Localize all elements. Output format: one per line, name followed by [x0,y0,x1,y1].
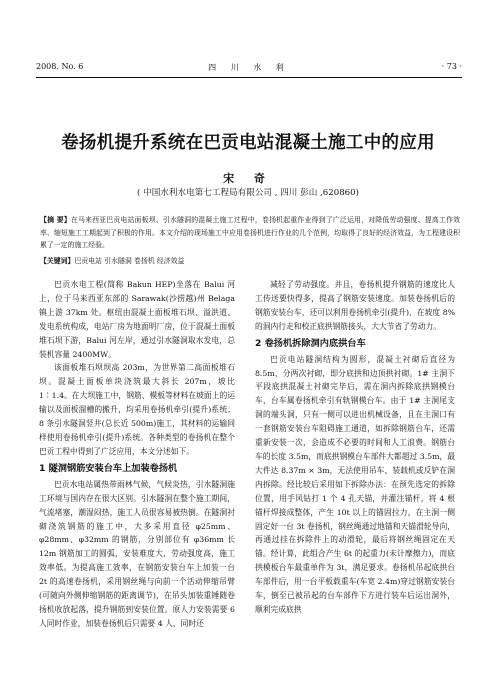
author-affiliation: ( 中国水利水电第七工程局有限公司 , 四川 彭山 ,620860) [137,188,359,198]
body-column-right [255,278,455,617]
page-number: · 73 · [441,62,462,71]
abstract [40,214,460,252]
author-name: 宋 奇 [223,172,273,185]
issue-label: 2008. No. 6 [36,62,84,71]
section-heading: 2 卷扬机拆除洞内底拱台车 [255,337,366,349]
keywords [40,255,460,265]
article-title: 卷扬机提升系统在巴贡电站混凝土施工中的应用 [61,133,435,153]
body-column-left [39,278,235,631]
abstract-label: 【摘 要】 [40,216,71,224]
body-paragraph: 减轻了劳动强度。并且，卷扬机提升钢筋的速度比人工传送要快得多，提高了钢筋安装速度。加装卷扬机后的钢筋安装台车，还可以利用卷扬机牵引(提升)，在坡度 8% 的洞内行走和校正底拱钢筋接头，大大节省了劳动力。 [255,280,455,331]
body-paragraph: 巴贡电站隧洞结构为圆形，混凝土衬砌后直径为 8.5m，分两次衬砌，即分底拱和边顶拱衬砌。1# 主洞下平段底拱混凝土衬砌完毕后，需在洞内拆除底拱钢模台车，台车属卷扬机牵引有轨钢模台车。由于 1# 主洞尾支洞的端头洞，只有一侧可以进出机械设备，且在主洞口有一套钢筋安装台车阻碍施工通道，如拆除钢筋台车，还需重新安装一次，会造成不必要的时间和人工浪费。钢筋台车的长度 3.5m，而底拱钢模台车部件大都超过 3.5m，最大件达 8.37m × 3m，无法使用吊车、装载机或反铲在洞内拆除。经比较后采用如下拆除办法：在预先选定的拆除位置，用手风钻打 1 个 4 孔天锚，并灌注锚杆，将 4 根锚杆焊接成整体，产生 10t 以上的锚固拉力，在主洞一侧固定好一台 3t 卷扬机，钢丝绳通过地锚和天锚滑轮导向，再通过挂在拆除件上的动滑轮，最后将钢丝绳固定在天锚。经计算，此组合产生 6t 的起重力(未计摩擦力)，而底拱模板台车最重单件为 3t，满足要求。卷扬机吊起底拱台车部件后，用一台平板载重车(车宽 2.4m)穿过钢筋安装台车，倒至已被吊起的台车部件下方进行装车后运出洞外，顺利完成底拱 [255,354,455,614]
keywords-text: 巴贡电站 引水隧洞 卷扬机 经济效益 [74,257,185,265]
running-header [36,62,462,76]
header-rule [36,77,462,78]
body-paragraph: 该面板堆石坝坝高 203m，为世界第二高面板堆石坝。混凝土面板单块浇筑最大斜长 207m，坡比 1∶1.4。在大坝施工中，钢筋、模板等材料在坡面上的运输以及面板溜槽的搬升，均采用卷扬机牵引(提升)系统；8 条引水隧洞竖井(总长近 500m)施工，其材料的运输同样使用卷扬机牵引(提升)系统。各种类型的卷扬机在整个巴贡工程中得到了广泛应用，本文分述如下。 [39,363,235,456]
body-paragraph: 巴贡水电站属热带雨林气候，气候炎热，引水隧洞施工环境与国内存在很大区别。引水隧洞在整个施工期间，气流堵塞，潮湿闷热，施工人员很容易被热倒。在隧洞衬砌浇筑钢筋的施工中，大多采用直径 φ25mm、φ28mm、φ32mm 的钢筋，分别部位有 φ36mm 长 12m 钢筋加工的圆弧，安装难度大，劳动强度高，施工效率低。为提高施工效率，在钢筋安装台车上加装一台 2t 的高速卷扬机，采用钢丝绳与向前一个活动伸缩吊臂(可随向外侧伸缩钢筋的距离调节)，在吊头加装重锤随卷扬机收放起落，提升钢筋到安装位置。原人力安装需要 6 人同时作业，加装卷扬机后只需要 4 人，同时还 [39,479,235,628]
section-heading: 1 隧洞钢筋安装台车上加装卷扬机 [39,462,178,474]
keywords-label: 【关键词】 [40,257,75,265]
body-paragraph: 巴贡水电工程(简称 Bakun HEP)坐落在 Balui 河上，位于马来西亚东部的 Sarawak(沙捞越)州 Belaga 镇上游 37km 处。枢纽由混凝土面板堆石坝、溢洪道、发电系统构成，电站厂房为地面明厂房，位于混凝土面板堆石坝下游，Balui 河左岸，通过引水隧洞取水发电，总装机容量 2400MW。 [39,280,235,359]
abstract-text: 在马来西亚巴贡电站面板坝、引水隧洞的混凝土施工过程中，卷扬机起重作业得到了广泛运用，对降低劳动强度、提高工作效率、缩短施工工期起到了积极的作用。本文介绍的现场施工中应用卷扬机进行作业的几个范例，均取得了良好的经济效益，为工程建设积累了一定的施工经验。 [40,216,460,249]
journal-name: 四 川 水 利 [208,63,290,72]
